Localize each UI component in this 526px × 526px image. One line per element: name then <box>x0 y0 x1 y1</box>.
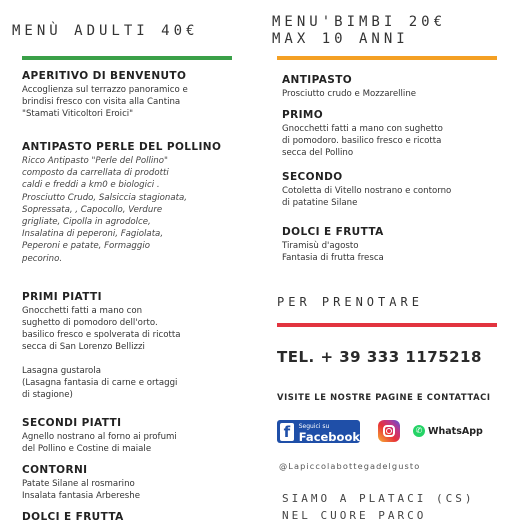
section-description: Gnocchetti fatti a mano con sughetto di pomodoro. basilico fresco e ricotta secca del Pollino <box>282 124 443 158</box>
section-title: SECONDO <box>282 171 343 183</box>
visit-pages-text: VISITE LE NOSTRE PAGINE E CONTATTACI <box>277 392 491 402</box>
section-aperitivo <box>22 70 188 120</box>
section-title: SECONDI PIATTI <box>22 417 122 429</box>
whatsapp-button[interactable] <box>413 425 483 437</box>
adult-menu-heading: MENÙ ADULTI 40€ <box>12 23 199 39</box>
section-contorni <box>22 464 140 502</box>
section-description: Gnocchetti fatti a mano con sughetto di pomodoro dell'orto. basilico fresco e spolverata di ricotta secca di San Lorenzo Bellizzi Lasagna gustarola (Lasagna fantasia di carne e ortaggi di stagione) <box>22 306 181 400</box>
booking-heading: PER PRENOTARE <box>277 295 423 309</box>
section-dolci-adulti <box>22 511 124 523</box>
section-title: APERITIVO DI BENVENUTO <box>22 70 187 82</box>
section-title: ANTIPASTO <box>282 74 353 86</box>
section-description: Ricco Antipasto "Perle del Pollino" composto da carrellata di prodotti caldi e freddi a km0 e biologici . Prosciutto Crudo, Salsiccia stagionata, Sopressata, , Capocollo, Verdure grigliate, Cipolla in agrodolce, Insalatina di peperoni, Fagiolata, Peperoni e patate, Formaggio pecorino. <box>22 156 187 264</box>
section-title: PRIMI PIATTI <box>22 291 102 303</box>
section-antipasto-adulti <box>22 141 221 265</box>
section-title: PRIMO <box>282 109 324 121</box>
section-title: CONTORNI <box>22 464 88 476</box>
facebook-small-label: Seguici su <box>298 422 330 430</box>
section-dolci-bimbi <box>282 226 384 264</box>
section-secondi <box>22 417 177 455</box>
section-primo <box>282 109 443 159</box>
section-description: Tiramisù d'agosto Fantasia di frutta fresca <box>282 241 384 263</box>
section-description: Cotoletta di Vitello nostrano e contorno di patatine Silane <box>282 186 452 208</box>
section-title: DOLCI E FRUTTA <box>282 226 384 238</box>
location-text: SIAMO A PLATACI (CS) NEL CUORE PARCO <box>282 492 475 522</box>
green-divider <box>22 56 232 60</box>
section-title: ANTIPASTO PERLE DEL POLLINO <box>22 141 222 153</box>
whatsapp-icon: ✆ <box>413 425 425 437</box>
orange-divider <box>277 56 497 60</box>
section-title: DOLCI E FRUTTA <box>22 511 124 523</box>
section-primi <box>22 291 181 401</box>
kids-menu-heading: MENU'BIMBI 20€ MAX 10 ANNI <box>272 14 447 47</box>
phone-number[interactable]: TEL. + 39 333 1175218 <box>277 348 482 366</box>
facebook-label: Facebook <box>298 429 360 444</box>
section-antipasto-bimbi <box>282 74 416 100</box>
facebook-icon: f <box>280 423 294 441</box>
section-secondo <box>282 171 451 209</box>
instagram-icon[interactable] <box>378 420 400 442</box>
section-description: Prosciutto crudo e Mozzarelline <box>282 89 417 99</box>
red-divider <box>277 323 497 327</box>
facebook-button[interactable] <box>277 420 360 443</box>
section-description: Patate Silane al rosmarino Insalata fantasia Arbereshe <box>22 479 140 501</box>
section-description: Accoglienza sul terrazzo panoramico e brindisi fresco con visita alla Cantina "Stamati Viticoltori Eroici" <box>22 85 188 119</box>
whatsapp-label: WhatsApp <box>428 425 483 437</box>
social-handle[interactable]: @Lapiccolabottegadelgusto <box>279 461 421 471</box>
section-description: Agnello nostrano al forno ai profumi del Pollino e Costine di maiale <box>22 432 177 454</box>
